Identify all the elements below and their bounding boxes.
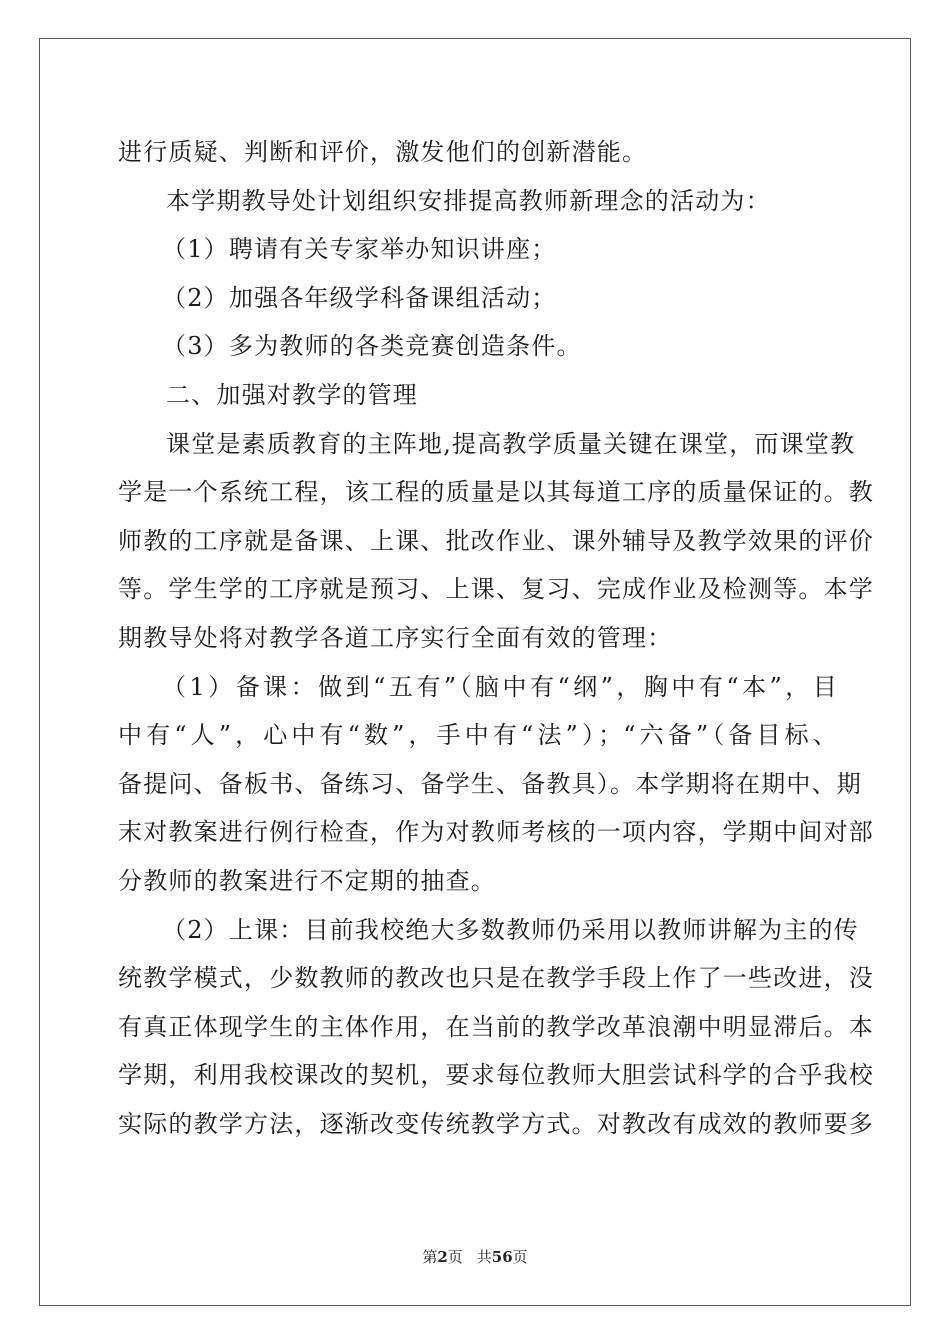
paragraph-line: 中有“人”，心中有“数”，手中有“法”）；“六备”（备目标、	[118, 721, 838, 750]
paragraph-line: 末对教案进行例行检查，作为对教师考核的一项内容，学期中间对部	[118, 818, 874, 847]
paragraph-line: 学是一个系统工程，该工程的质量是以其每道工序的质量保证的。教	[118, 478, 874, 507]
page-footer	[0, 1246, 950, 1267]
page-label-prefix: 第	[422, 1248, 438, 1266]
paragraph-line: 备提问、备板书、备练习、备学生、备教具）。本学期将在期中、期	[118, 769, 862, 798]
total-pages: 56	[491, 1248, 513, 1266]
paragraph-line: 统教学模式，少数教师的教改也只是在教学手段上作了一些改进，没	[118, 964, 874, 993]
list-item: （2）加强各年级学科备课组活动；	[162, 283, 557, 312]
paragraph-line: 学期，利用我校课改的契机，要求每位教师大胆尝试科学的合乎我校	[118, 1061, 874, 1090]
list-item: （3）多为教师的各类竞赛创造条件。	[162, 332, 582, 361]
document-body	[118, 128, 874, 1148]
list-item: （1）聘请有关专家举办知识讲座；	[162, 235, 557, 264]
total-label-suffix: 页	[512, 1248, 528, 1266]
paragraph-line: 分教师的教案进行不定期的抽查。	[118, 866, 496, 895]
total-label-prefix: 共	[476, 1248, 492, 1266]
paragraph-line: 本学期教导处计划组织安排提高教师新理念的活动为：	[166, 186, 771, 215]
paragraph-line: 师教的工序就是备课、上课、批改作业、课外辅导及教学效果的评价	[118, 526, 874, 555]
section-heading: 二、加强对教学的管理	[166, 380, 418, 409]
paragraph-line: 期教导处将对教学各道工序实行全面有效的管理：	[118, 623, 673, 652]
page-label-suffix: 页	[447, 1248, 463, 1266]
paragraph-line: 进行质疑、判断和评价，激发他们的创新潜能。	[118, 138, 648, 166]
paragraph-line: （2）上课：目前我校绝大多数教师仍采用以教师讲解为主的传	[162, 915, 859, 944]
paragraph-line: 等。学生学的工序就是预习、上课、复习、完成作业及检测等。本学	[118, 575, 874, 604]
paragraph-line: 课堂是素质教育的主阵地,提高教学质量关键在课堂，而课堂教	[166, 429, 856, 458]
paragraph-line: （1）备课：做到“五有”（脑中有“纲”，胸中有“本”，目	[162, 672, 838, 701]
paragraph-line: 有真正体现学生的主体作用，在当前的教学改革浪潮中明显滞后。本	[118, 1012, 874, 1041]
paragraph-line: 实际的教学方法，逐渐改变传统教学方式。对教改有成效的教师要多	[118, 1109, 874, 1138]
page-number: 2	[437, 1248, 448, 1266]
